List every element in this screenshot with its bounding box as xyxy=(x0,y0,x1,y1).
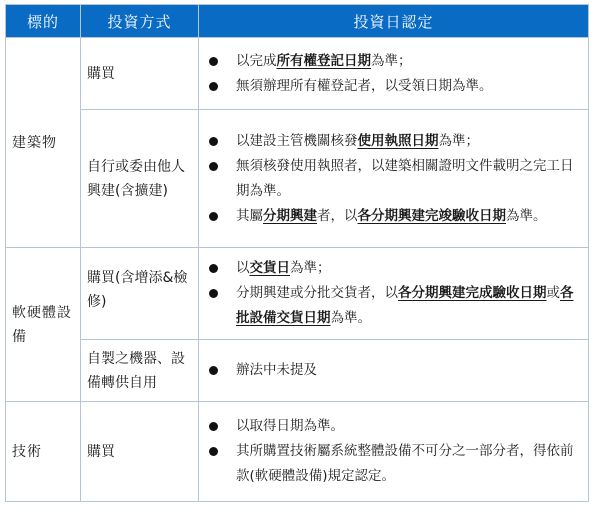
emphasized-text: 所有權登記日期 xyxy=(276,52,371,69)
rule-item xyxy=(205,256,582,281)
rule-text: 為準； xyxy=(438,132,479,149)
rule-item xyxy=(205,129,582,154)
rule-text: 為準； xyxy=(290,260,331,276)
rule-text: 以 xyxy=(236,260,250,276)
table-row xyxy=(6,402,589,502)
rule-text: 辦法中未提及 xyxy=(236,362,317,378)
header-row xyxy=(6,5,589,38)
rule-cell xyxy=(199,248,589,340)
rule-text: 以取得日期為準。 xyxy=(236,418,344,434)
rule-cell xyxy=(199,38,589,110)
header-method: 投資方式 xyxy=(81,5,199,38)
header-target: 標的 xyxy=(6,5,81,38)
rule-text: 為準； xyxy=(371,52,412,69)
rule-list xyxy=(205,129,582,229)
rule-list xyxy=(205,358,582,383)
emphasized-text: 交貨日 xyxy=(249,260,290,276)
emphasized-text: 各分期興建完成驗收日期 xyxy=(398,285,547,301)
method-cell: 購買 xyxy=(81,402,199,502)
rule-item xyxy=(205,281,582,331)
rule-text: 以完成 xyxy=(236,52,277,69)
method-cell: 自製之機器、設備轉供自用 xyxy=(81,340,199,402)
emphasized-text: 各批設備交貨日期 xyxy=(236,285,574,326)
emphasized-text: 使用執照日期 xyxy=(357,132,439,149)
table-row xyxy=(6,110,589,248)
rule-text: 無須核發使用執照者，以建築相關證明文件載明之完工日期為準。 xyxy=(236,157,574,199)
rule-item xyxy=(205,154,582,204)
header-date: 投資日認定 xyxy=(199,5,589,38)
rule-text: 其所購置技術屬系統整體設備不可分之一部分者，得依前款(軟硬體設備)規定認定。 xyxy=(236,443,574,484)
rule-text: 其屬 xyxy=(236,207,263,224)
rule-cell xyxy=(199,110,589,248)
rule-item xyxy=(205,204,582,229)
table-row xyxy=(6,38,589,110)
rule-text: 無須辦理所有權登記者，以受領日期為準。 xyxy=(236,77,493,94)
rule-text: 者，以 xyxy=(317,207,358,224)
category-building: 建築物 xyxy=(6,38,81,248)
rule-cell xyxy=(199,402,589,502)
emphasized-text: 分期興建 xyxy=(263,207,317,224)
rule-text: 以建設主管機關核發 xyxy=(236,132,358,149)
method-cell: 自行或委由他人興建(含擴建) xyxy=(81,110,199,248)
rule-item xyxy=(205,49,582,74)
rule-item xyxy=(205,358,582,383)
category-equipment: 軟硬體設備 xyxy=(6,248,81,402)
method-cell: 購買(含增添&檢修) xyxy=(81,248,199,340)
method-cell: 購買 xyxy=(81,38,199,110)
rule-item xyxy=(205,414,582,439)
rule-item xyxy=(205,74,582,99)
rule-text: 或 xyxy=(546,285,560,301)
category-technology: 技術 xyxy=(6,402,81,502)
rule-text: 為準。 xyxy=(506,207,547,224)
rule-list xyxy=(205,256,582,331)
rule-list xyxy=(205,414,582,489)
table-row xyxy=(6,248,589,340)
rule-text: 為準。 xyxy=(330,310,371,326)
investment-date-table xyxy=(5,4,589,502)
rule-list xyxy=(205,49,582,99)
rule-text: 分期興建或分批交貨者，以 xyxy=(236,285,398,301)
emphasized-text: 各分期興建完竣驗收日期 xyxy=(357,207,506,224)
table-row xyxy=(6,340,589,402)
rule-item xyxy=(205,439,582,489)
rule-cell xyxy=(199,340,589,402)
